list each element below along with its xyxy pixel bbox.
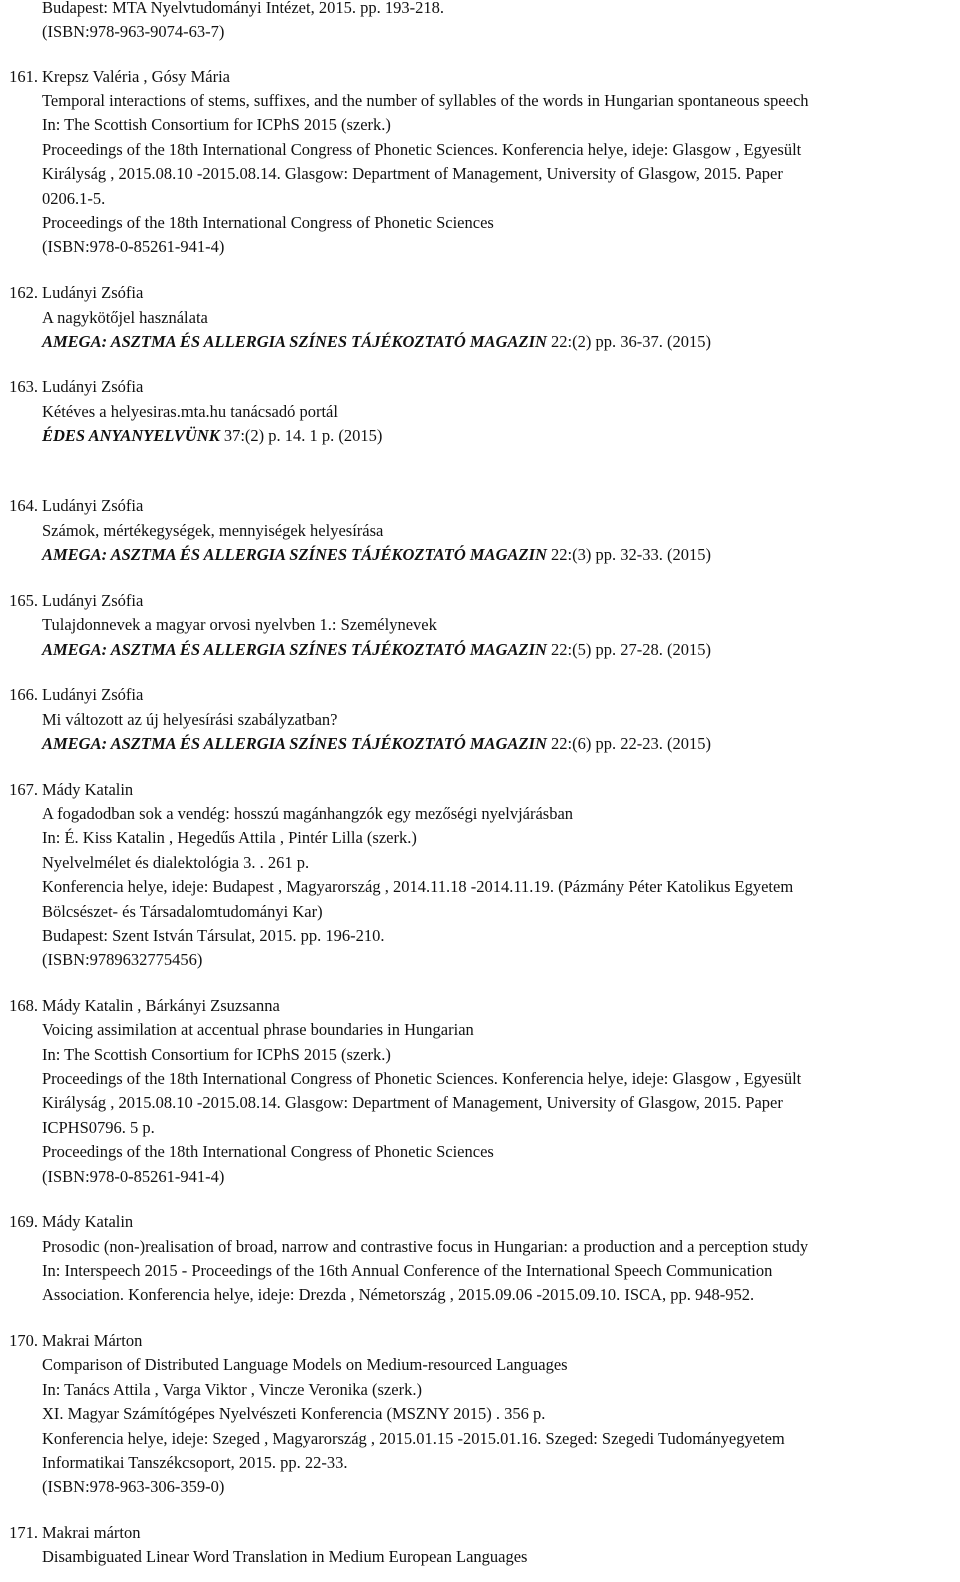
entry-proceedings: In: Interspeech 2015 - Proceedings of the 16th Annual Conference of the International Speech Communication — [42, 1261, 773, 1280]
journal-name: AMEGA: ASZTMA ÉS ALLERGIA SZÍNES TÁJÉKOZTATÓ MAGAZIN — [42, 332, 547, 351]
entry-pages: 0206.1-5. — [42, 189, 106, 208]
entry-title: Disambiguated Linear Word Translation in Medium European Languages — [42, 1547, 528, 1566]
entry-number: 171. — [9, 1523, 38, 1542]
entry-isbn: (ISBN:9789632775456) — [42, 950, 203, 969]
journal-name: AMEGA: ASZTMA ÉS ALLERGIA SZÍNES TÁJÉKOZTATÓ MAGAZIN — [42, 734, 547, 753]
entry-authors: Makrai Márton — [42, 1331, 143, 1350]
entry-isbn: (ISBN:978-0-85261-941-4) — [42, 237, 225, 256]
entry-journal-line — [42, 640, 711, 660]
journal-name: AMEGA: ASZTMA ÉS ALLERGIA SZÍNES TÁJÉKOZTATÓ MAGAZIN — [42, 640, 547, 659]
entry-journal-line — [42, 426, 382, 446]
entry-title: Tulajdonnevek a magyar orvosi nyelvben 1.: Személynevek — [42, 615, 437, 634]
entry-title: Kétéves a helyesiras.mta.hu tanácsadó portál — [42, 402, 338, 421]
entry-editors: In: The Scottish Consortium for ICPhS 2015 (szerk.) — [42, 1045, 391, 1064]
entry-isbn: (ISBN:978-963-306-359-0) — [42, 1477, 225, 1496]
entry-isbn: (ISBN:978-0-85261-941-4) — [42, 1167, 225, 1186]
journal-name: ÉDES ANYANYELVÜNK — [42, 426, 220, 445]
entry-editors: In: The Scottish Consortium for ICPhS 2015 (szerk.) — [42, 115, 391, 134]
entry-title: A nagykötőjel használata — [42, 308, 208, 327]
entry-number: 168. — [9, 996, 38, 1015]
entry-conference: Királyság , 2015.08.10 -2015.08.14. Glasgow: Department of Management, University of Glasgow, 2015. Paper — [42, 164, 783, 183]
entry-conference: Konferencia helye, ideje: Budapest , Magyarország , 2014.11.18 -2014.11.19. (Pázmány Péter Katolikus Egyetem — [42, 877, 794, 896]
entry-authors: Makrai márton — [42, 1523, 141, 1542]
entry-number: 165. — [9, 591, 38, 610]
entry-journal-line — [42, 545, 711, 565]
entry-book: XI. Magyar Számítógépes Nyelvészeti Konferencia (MSZNY 2015) . 356 p. — [42, 1404, 546, 1423]
journal-details: 22:(5) pp. 27-28. (2015) — [546, 640, 711, 659]
entry-authors: Ludányi Zsófia — [42, 496, 144, 515]
entry-authors: Ludányi Zsófia — [42, 283, 144, 302]
journal-details: 22:(3) pp. 32-33. (2015) — [546, 545, 711, 564]
entry-title: Prosodic (non-)realisation of broad, narrow and contrastive focus in Hungarian: a production and a perception study — [42, 1237, 809, 1256]
entry-authors: Krepsz Valéria , Gósy Mária — [42, 67, 231, 86]
entry-number: 167. — [9, 780, 38, 799]
entry-number: 163. — [9, 377, 38, 396]
entry-authors: Mády Katalin — [42, 780, 134, 799]
entry-journal-line — [42, 332, 711, 352]
entry-proceedings: Proceedings of the 18th International Congress of Phonetic Sciences. Konferencia helye, ideje: Glasgow , Egyesült — [42, 140, 802, 159]
entry-number: 164. — [9, 496, 38, 515]
journal-details: 22:(6) pp. 22-23. (2015) — [546, 734, 711, 753]
entry-pages: ICPHS0796. 5 p. — [42, 1118, 155, 1137]
entry-number: 170. — [9, 1331, 38, 1350]
entry-title: A fogadodban sok a vendég: hosszú magánhangzók egy mezőségi nyelvjárásban — [42, 804, 574, 823]
entry-journal-line — [42, 734, 711, 754]
entry-title: Temporal interactions of stems, suffixes, and the number of syllables of the words in Hungarian spontaneous speech — [42, 91, 809, 110]
continuation-isbn: (ISBN:978-963-9074-63-7) — [42, 22, 225, 41]
entry-title: Számok, mértékegységek, mennyiségek helyesírása — [42, 521, 384, 540]
entry-title: Mi változott az új helyesírási szabályzatban? — [42, 710, 338, 729]
entry-publisher: Informatikai Tanszékcsoport, 2015. pp. 22-33. — [42, 1453, 348, 1472]
entry-number: 169. — [9, 1212, 38, 1231]
journal-details: 22:(2) pp. 36-37. (2015) — [546, 332, 711, 351]
entry-editors: In: É. Kiss Katalin , Hegedűs Attila , Pintér Lilla (szerk.) — [42, 828, 417, 847]
entry-conference: Konferencia helye, ideje: Szeged , Magyarország , 2015.01.15 -2015.01.16. Szeged: Szegedi Tudományegyetem — [42, 1429, 785, 1448]
entry-conference: Királyság , 2015.08.10 -2015.08.14. Glasgow: Department of Management, University of Glasgow, 2015. Paper — [42, 1093, 783, 1112]
entry-authors: Ludányi Zsófia — [42, 685, 144, 704]
entry-conference-cont: Bölcsészet- és Társadalomtudományi Kar) — [42, 902, 323, 921]
entry-editors: In: Tanács Attila , Varga Viktor , Vincze Veronika (szerk.) — [42, 1380, 422, 1399]
entry-series: Proceedings of the 18th International Congress of Phonetic Sciences — [42, 1142, 494, 1161]
entry-book: Nyelvelmélet és dialektológia 3. . 261 p. — [42, 853, 310, 872]
entry-title: Voicing assimilation at accentual phrase boundaries in Hungarian — [42, 1020, 474, 1039]
journal-details: 37:(2) p. 14. 1 p. (2015) — [219, 426, 383, 445]
entry-publisher: Budapest: Szent István Társulat, 2015. pp. 196-210. — [42, 926, 385, 945]
entry-conference: Association. Konferencia helye, ideje: Drezda , Németország , 2015.09.06 -2015.09.10. ISCA, pp. 948-952. — [42, 1285, 755, 1304]
entry-proceedings: Proceedings of the 18th International Congress of Phonetic Sciences. Konferencia helye, ideje: Glasgow , Egyesült — [42, 1069, 802, 1088]
continuation-line: Budapest: MTA Nyelvtudományi Intézet, 2015. pp. 193-218. — [42, 0, 444, 17]
entry-title: Comparison of Distributed Language Models on Medium-resourced Languages — [42, 1355, 568, 1374]
entry-authors: Ludányi Zsófia — [42, 591, 144, 610]
entry-series: Proceedings of the 18th International Congress of Phonetic Sciences — [42, 213, 494, 232]
entry-number: 162. — [9, 283, 38, 302]
entry-authors: Ludányi Zsófia — [42, 377, 144, 396]
entry-authors: Mády Katalin — [42, 1212, 134, 1231]
journal-name: AMEGA: ASZTMA ÉS ALLERGIA SZÍNES TÁJÉKOZTATÓ MAGAZIN — [42, 545, 547, 564]
entry-authors: Mády Katalin , Bárkányi Zsuzsanna — [42, 996, 280, 1015]
entry-number: 166. — [9, 685, 38, 704]
entry-number: 161. — [9, 67, 38, 86]
